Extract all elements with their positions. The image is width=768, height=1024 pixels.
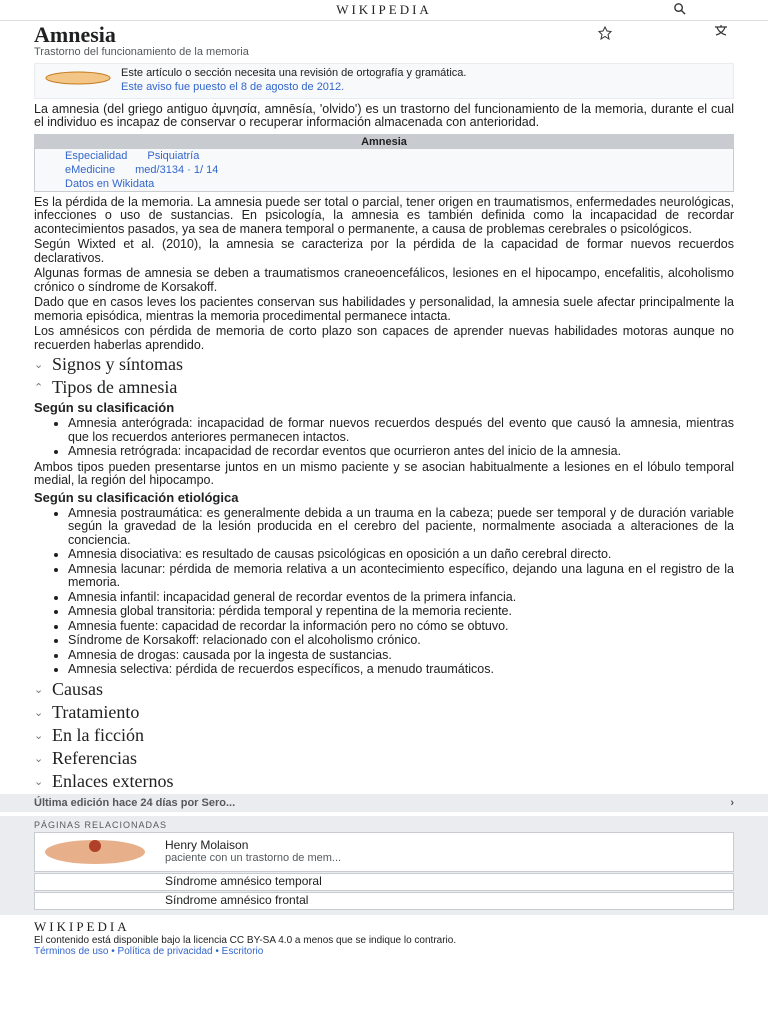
infobox-label[interactable]: eMedicine — [65, 163, 116, 176]
section-heading[interactable] — [34, 748, 734, 769]
list-item: • Amnesia disociativa: es resultado de causas psicológicas en oposición a un daño cerebral directo. — [68, 548, 734, 562]
language-icon[interactable] — [714, 24, 728, 38]
body-paragraph: Los amnésicos con pérdida de memoria de corto plazo son capaces de aprender nuevas habilidades motoras aunque no recuerden haberlas aprendido. — [34, 324, 734, 352]
maintenance-notice — [34, 63, 734, 99]
section-heading[interactable] — [34, 702, 734, 723]
related-card[interactable] — [34, 832, 734, 872]
section-title: Signos y síntomas — [52, 354, 184, 375]
section-heading[interactable] — [34, 725, 734, 746]
search-icon[interactable] — [673, 2, 686, 15]
related-card[interactable] — [34, 873, 734, 891]
list-item: • Amnesia de drogas: causada por la ingesta de sustancias. — [68, 649, 734, 663]
list-item: • Amnesia postraumática: es generalmente debida a un trauma en la cabeza; puede ser temporal y de duración variable según la gravedad de la lesión producida en el cerebro del paciente, normalmente asociada a alteraciones de la conciencia. — [68, 507, 734, 548]
infobox-value[interactable]: Psiquiatría — [147, 149, 200, 162]
section-heading[interactable] — [34, 771, 734, 792]
subsection-heading: Según su clasificación — [34, 400, 175, 416]
card-title: Síndrome amnésico temporal — [165, 873, 322, 888]
card-title: Henry Molaison — [165, 837, 249, 852]
chevron-down-icon: ⌄ — [34, 706, 44, 719]
chevron-down-icon: ⌄ — [34, 359, 44, 372]
chevron-down-icon: ⌄ — [34, 752, 44, 765]
section-title: En la ficción — [52, 724, 144, 745]
wikidata-link[interactable]: Datos en Wikidata — [65, 177, 155, 190]
section-title: Tratamiento — [52, 701, 140, 722]
section-heading[interactable] — [34, 679, 734, 700]
classification-list — [34, 417, 734, 459]
footer — [0, 915, 768, 961]
watch-star-icon[interactable] — [598, 26, 612, 40]
last-edit-text: Última edición hace 24 días por Sero... — [34, 796, 236, 809]
related-title: PÁGINAS RELACIONADAS — [34, 819, 168, 830]
list-item: • Amnesia anterógrada: incapacidad de formar nuevos recuerdos después del evento que causó la amnesia, mientras que los recuerdos anteriores permanecen intactos. — [68, 417, 734, 444]
infobox-value[interactable]: med/3134 · 1/ 14 — [135, 163, 219, 176]
notice-extra-link[interactable]: Este aviso fue puesto el 8 de agosto de 2012. — [121, 80, 345, 93]
card-title: Síndrome amnésico frontal — [165, 892, 309, 907]
body-paragraph: Según Wixted et al. (2010), la amnesia se caracteriza por la pérdida de la capacidad de formar nuevos recuerdos declarativos. — [34, 237, 734, 265]
last-edit-bar[interactable] — [0, 794, 768, 812]
chevron-down-icon: ⌄ — [34, 775, 44, 788]
list-item: • Amnesia global transitoria: pérdida temporal y repentina de la memoria reciente. — [68, 605, 734, 619]
list-item: • Amnesia retrógrada: incapacidad de recordar eventos que ocurrieron antes del inicio de la amnesia. — [68, 445, 734, 459]
list-item: • Amnesia selectiva: pérdida de recuerdos específicos, a menudo traumáticos. — [68, 663, 734, 677]
footer-links[interactable]: Términos de uso • Política de privacidad • Escritorio — [34, 945, 264, 957]
card-thumbnail — [35, 834, 155, 870]
card-desc: paciente con un trastorno de mem... — [165, 852, 342, 865]
intro-paragraph: La amnesia (del griego antiguo ἀμνησία, amnēsía, 'olvido') es un trastorno del funcionamiento de la memoria, durante el cual el individuo es incapaz de conservar o recuperar información almacenada con anterioridad. — [34, 101, 734, 130]
article-content — [0, 23, 768, 792]
section-title: Referencias — [52, 747, 137, 768]
list-item: • Amnesia infantil: incapacidad general de recordar eventos de la primera infancia. — [68, 591, 734, 605]
chevron-down-icon: ⌄ — [34, 729, 44, 742]
list-item: • Amnesia lacunar: pérdida de memoria relativa a un acontecimiento específico, dejando una laguna en el registro de la memoria. — [68, 563, 734, 590]
section-title: Causas — [52, 678, 103, 699]
related-card[interactable] — [34, 892, 734, 910]
chevron-up-icon: ⌃ — [34, 382, 44, 395]
footer-license: El contenido está disponible bajo la licencia CC BY-SA 4.0 a menos que se indique lo contrario. — [34, 934, 457, 946]
section-heading[interactable] — [34, 377, 734, 398]
infobox-title: Amnesia — [35, 135, 733, 149]
chevron-right-icon: › — [730, 796, 734, 809]
infobox-row — [35, 149, 733, 163]
section-title: Tipos de amnesia — [52, 377, 178, 398]
page-title: Amnesia — [34, 22, 116, 47]
infobox-value — [174, 178, 703, 190]
section-title: Enlaces externos — [52, 770, 174, 791]
body-paragraph: Algunas formas de amnesia se deben a traumatismos craneoencefálicos, lesiones en el hipocampo, encefalitis, alcoholismo crónico o síndrome de Korsakoff. — [34, 266, 734, 294]
body-paragraph: Dado que en casos leves los pacientes conservan sus habilidades y personalidad, la amnesia suele afectar principalmente la memoria episódica, mientras la memoria procedimental permanece intacta. — [34, 295, 734, 323]
subsection-heading: Según su clasificación etiológica — [34, 489, 239, 505]
etiology-list — [34, 507, 734, 677]
notice-image — [43, 69, 113, 87]
list-item: • Amnesia fuente: capacidad de recordar la información pero no cómo se obtuvo. — [68, 620, 734, 634]
infobox — [34, 134, 734, 192]
infobox-row — [35, 177, 733, 191]
list-item: • Síndrome de Korsakoff: relacionado con el alcoholismo crónico. — [68, 634, 734, 648]
page-subtitle: Trastorno del funcionamiento de la memoria — [34, 46, 249, 59]
classification-note: Ambos tipos pueden presentarse juntos en un mismo paciente y se asocian habitualmente a lesiones en el lóbulo temporal medial, la región del hipocampo. — [34, 459, 734, 488]
section-heading[interactable] — [34, 354, 734, 375]
footer-wordmark: WIKIPEDIA — [34, 918, 130, 934]
infobox-row — [35, 163, 733, 177]
related-pages — [0, 816, 768, 915]
infobox-label[interactable]: Especialidad — [65, 149, 128, 162]
top-bar — [0, 0, 768, 21]
chevron-down-icon: ⌄ — [34, 683, 44, 696]
notice-text: Este artículo o sección necesita una revisión de ortografía y gramática. — [121, 67, 467, 80]
body-paragraph: Es la pérdida de la memoria. La amnesia puede ser total o parcial, tener origen en traumatismos, enfermedades neurológicas, infecciones o uso de sustancias. En psicología, la amnesia es también definida como la incapacidad de recordar acontecimientos pasados, ya sea de manera temporal o permanente, a causa de problemas cerebrales o psicológicos. — [34, 194, 734, 236]
wikipedia-wordmark[interactable]: WIKIPEDIA — [336, 2, 432, 17]
